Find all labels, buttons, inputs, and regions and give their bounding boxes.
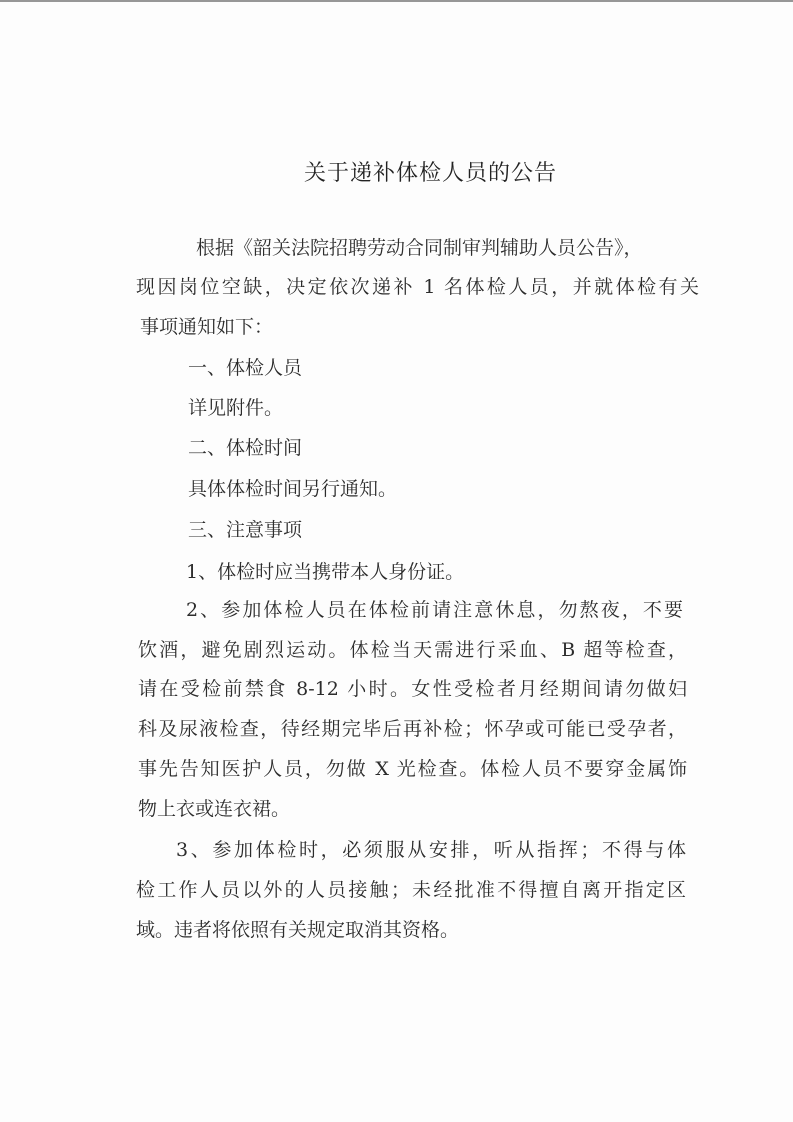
note-2-line-3: 请在受检前禁食 8-12 小时。女性受检者月经期间请勿做妇	[138, 678, 687, 700]
scan-top-edge	[0, 0, 793, 2]
note-1-line-1: 1、体检时应当携带本人身份证。	[186, 561, 465, 583]
note-2-line-2: 饮酒，避免剧烈运动。体检当天需进行采血、B 超等检查，	[138, 639, 687, 661]
note-2-line-5: 事先告知医护人员，勿做 X 光检查。体检人员不要穿金属饰	[138, 758, 687, 780]
intro-line-3: 事项通知如下：	[140, 316, 274, 338]
note-3-line-1: 3、参加体检时，必须服从安排，听从指挥；不得与体	[176, 839, 686, 861]
intro-line-2: 现因岗位空缺，决定依次递补 1 名体检人员，并就体检有关	[136, 276, 699, 298]
note-2-line-1: 2、参加体检人员在体检前请注意休息，勿熬夜，不要	[186, 599, 683, 621]
section-body-2: 具体体检时间另行通知。	[188, 478, 398, 500]
note-3-line-2: 检工作人员以外的人员接触；未经批准不得擅自离开指定区	[136, 879, 686, 901]
intro-line-1: 根据《韶关法院招聘劳动合同制审判辅助人员公告》，	[196, 237, 643, 259]
document-title: 关于递补体检人员的公告	[303, 161, 557, 186]
note-2-line-4: 科及尿液检查，待经期完毕后再补检；怀孕或可能已受孕者，	[138, 718, 687, 740]
note-3-line-3: 域。违者将依照有关规定取消其资格。	[136, 919, 460, 941]
section-body-1: 详见附件。	[188, 397, 284, 419]
section-heading-3: 三、注意事项	[188, 519, 303, 541]
section-heading-1: 一、体检人员	[188, 357, 303, 379]
section-heading-2: 二、体检时间	[188, 437, 303, 459]
note-2-line-6: 物上衣或连衣裙。	[138, 798, 291, 820]
